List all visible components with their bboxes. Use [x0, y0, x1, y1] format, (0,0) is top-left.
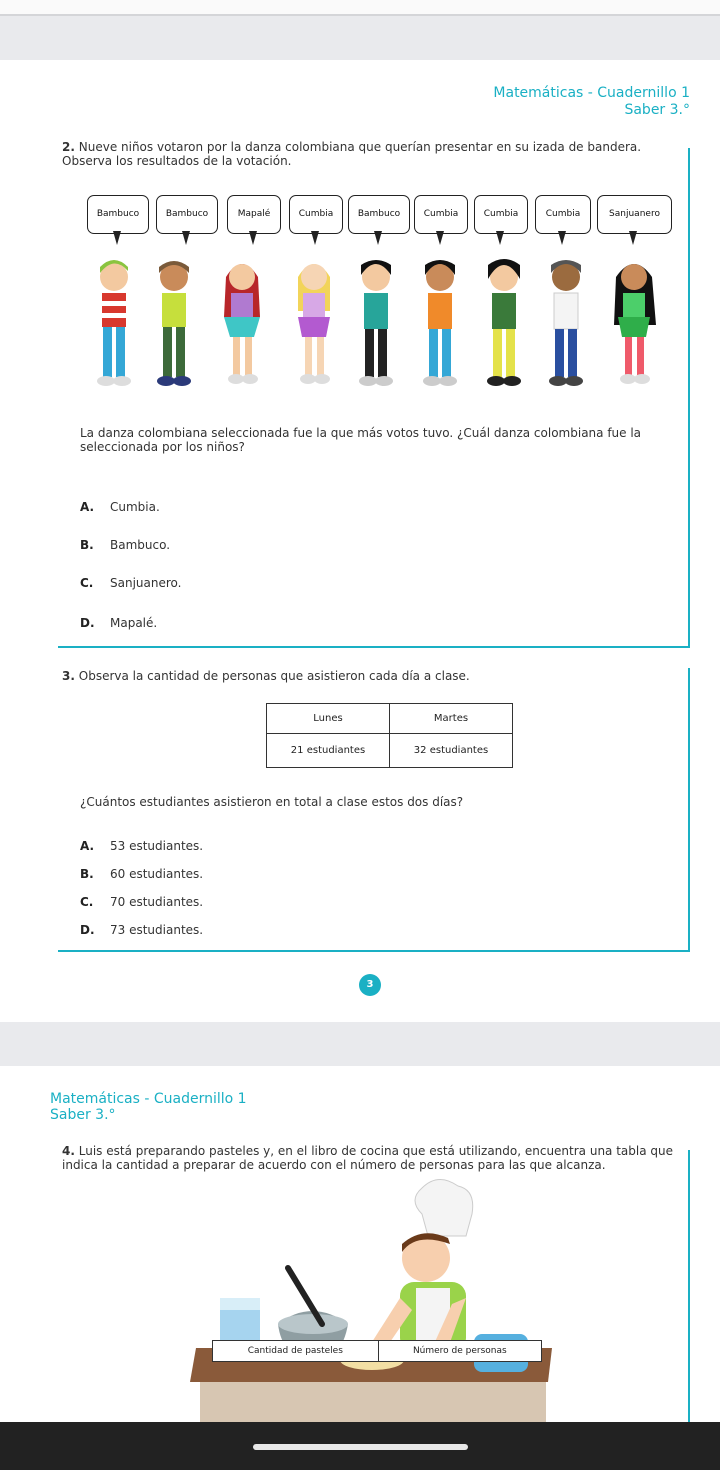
child-illustration-4 — [284, 255, 348, 405]
question-3-border-right — [688, 668, 690, 952]
question-4-prompt-text: Luis está preparando pasteles y, en el libro de cocina que está utilizando, encuentra una tabla que indica la cantidad a preparar de acuerdo con el número de personas para las que alcanza. — [62, 1144, 674, 1172]
child-illustration-6 — [410, 255, 474, 405]
vote-bubble-tail — [496, 231, 504, 245]
option-letter: B. — [80, 538, 94, 552]
question-3-border-bottom — [58, 950, 690, 952]
child-illustration-5 — [346, 255, 410, 405]
cake-table — [212, 1340, 542, 1362]
vote-bubble-9: Sanjuanero — [597, 195, 672, 234]
vote-bubble-tail — [558, 231, 566, 245]
page-2-header-subject: Matemáticas - Cuadernillo 1 — [50, 1091, 247, 1107]
question-2-prompt-text: Nueve niños votaron por la danza colombiana que querían presentar en su izada de bandera. Observa los resultados de la votación. — [62, 140, 642, 168]
document-page-1 — [0, 60, 720, 1022]
child-illustration-1 — [84, 255, 148, 405]
question-2-prompt — [62, 140, 682, 168]
browser-top-bar — [0, 0, 720, 16]
question-4-border-right — [688, 1150, 690, 1430]
option-text: 73 estudiantes. — [110, 923, 204, 937]
question-3-option-d[interactable] — [80, 923, 203, 937]
attendance-header-martes: Martes — [390, 704, 513, 734]
question-2-option-b[interactable] — [80, 538, 170, 552]
option-text: Sanjuanero. — [110, 576, 182, 590]
child-illustration-2 — [144, 255, 208, 405]
question-3-prompt — [62, 669, 682, 683]
vote-bubble-tail — [182, 231, 190, 245]
vote-bubble-tail — [311, 231, 319, 245]
option-text: Bambuco. — [110, 538, 171, 552]
page-header-subject: Matemáticas - Cuadernillo 1 — [493, 85, 690, 101]
question-4-number: 4. — [62, 1144, 75, 1158]
child-illustration-3 — [212, 255, 276, 405]
page-header-grade: Saber 3.° — [624, 102, 690, 118]
vote-bubble-tail — [629, 231, 637, 245]
vote-bubble-3: Mapalé — [227, 195, 281, 234]
question-2-border-bottom — [58, 646, 690, 648]
option-text: Mapalé. — [110, 616, 158, 630]
option-text: 53 estudiantes. — [110, 839, 204, 853]
option-letter: C. — [80, 895, 94, 909]
question-4-prompt — [62, 1144, 682, 1172]
vote-bubble-5: Bambuco — [348, 195, 410, 234]
child-illustration-8 — [536, 255, 600, 405]
question-3-number: 3. — [62, 669, 75, 683]
option-letter: A. — [80, 500, 95, 514]
document-page-2 — [0, 1066, 720, 1426]
cake-table-header-people: Número de personas — [378, 1341, 541, 1362]
option-letter: C. — [80, 576, 94, 590]
option-letter: A. — [80, 839, 95, 853]
page-2-header-grade: Saber 3.° — [50, 1107, 116, 1123]
vote-bubble-tail — [436, 231, 444, 245]
question-2-number: 2. — [62, 140, 75, 154]
question-2-text: La danza colombiana seleccionada fue la que más votos tuvo. ¿Cuál danza colombiana fue la seleccionada por los niños? — [80, 426, 642, 454]
option-text: 70 estudiantes. — [110, 895, 204, 909]
question-2-option-c[interactable] — [80, 576, 181, 590]
vote-bubble-8: Cumbia — [535, 195, 591, 234]
attendance-value-martes: 32 estudiantes — [390, 734, 513, 768]
cake-table-header-quantity: Cantidad de pasteles — [213, 1341, 379, 1362]
vote-bubble-tail — [374, 231, 382, 245]
option-letter: D. — [80, 616, 95, 630]
question-2-option-d[interactable] — [80, 616, 157, 630]
page-number-badge: 3 — [359, 974, 381, 996]
option-letter: B. — [80, 867, 94, 881]
vote-bubble-tail — [249, 231, 257, 245]
question-3-prompt-text: Observa la cantidad de personas que asistieron cada día a clase. — [78, 669, 470, 683]
attendance-header-lunes: Lunes — [267, 704, 390, 734]
question-3-option-a[interactable] — [80, 839, 203, 853]
option-text: 60 estudiantes. — [110, 867, 204, 881]
option-text: Cumbia. — [110, 500, 160, 514]
child-illustration-7 — [474, 255, 538, 405]
attendance-table — [266, 703, 513, 768]
question-3-option-b[interactable] — [80, 867, 203, 881]
home-indicator[interactable] — [253, 1444, 468, 1450]
vote-bubble-6: Cumbia — [414, 195, 468, 234]
vote-bubble-4: Cumbia — [289, 195, 343, 234]
question-2-option-a[interactable] — [80, 500, 160, 514]
vote-bubble-1: Bambuco — [87, 195, 149, 234]
baker-illustration — [176, 1178, 556, 1422]
vote-bubble-7: Cumbia — [474, 195, 528, 234]
vote-bubble-2: Bambuco — [156, 195, 218, 234]
option-letter: D. — [80, 923, 95, 937]
child-illustration-9 — [604, 255, 668, 405]
vote-bubble-tail — [113, 231, 121, 245]
attendance-value-lunes: 21 estudiantes — [267, 734, 390, 768]
question-2-border-right — [688, 148, 690, 648]
question-3-option-c[interactable] — [80, 895, 203, 909]
question-3-text: ¿Cuántos estudiantes asistieron en total a clase estos dos días? — [80, 795, 464, 809]
